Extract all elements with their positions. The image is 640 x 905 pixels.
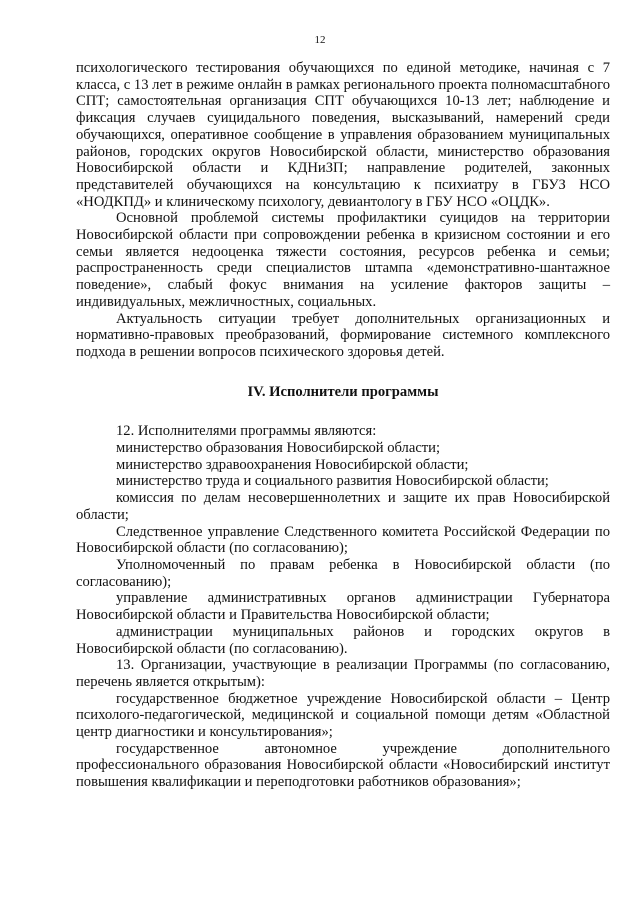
- list-item-municipal-administrations: администрации муниципальных районов и городских округов в Новосибирской области (по согласованию).: [76, 623, 610, 657]
- page-number: 12: [314, 34, 326, 46]
- paragraph-executors-intro: 12. Исполнителями программы являются:: [116, 423, 377, 440]
- list-item-ombudsman: Уполномоченный по правам ребенка в Новосибирской области (по согласованию);: [76, 556, 610, 590]
- list-item-administrative-bodies: управление административных органов администрации Губернатора Новосибирской области и Правительства Новосибирской области;: [76, 590, 610, 624]
- section-heading: IV. Исполнители программы: [247, 383, 439, 400]
- paragraph-organizations-intro: 13. Организации, участвующие в реализации Программы (по согласованию, перечень является открытым):: [76, 657, 610, 690]
- list-item-commission-minors: комиссия по делам несовершеннолетних и защите их прав Новосибирской области;: [76, 490, 610, 523]
- paragraph-main-problem: Основной проблемой системы профилактики суицидов на территории Новосибирской области при сопровождении ребенка в кризисном состоянии и его семьи является недооценка тяжести состояния, ресурсов ребенка и семьи; распространенность среди специалистов штампа «демонстративно-шантажное поведение», слабый фокус внимания на усиление факторов защиты – индивидуальных, межличностных, социальных.: [76, 210, 610, 310]
- list-item-ministry-labor: министерство труда и социального развития Новосибирской области;: [116, 473, 549, 490]
- list-item-ministry-education: министерство образования Новосибирской области;: [116, 440, 441, 457]
- paragraph-relevance: Актуальность ситуации требует дополнительных организационных и нормативно-правовых преобразований, формирование системного комплексного подхода в решении вопросов психического здоровья детей.: [76, 310, 610, 360]
- list-item-investigative-committee: Следственное управление Следственного комитета Российской Федерации по Новосибирской области (по согласованию);: [76, 523, 610, 557]
- list-item-diagnostic-center: государственное бюджетное учреждение Новосибирской области – Центр психолого-педагогической, медицинской и социальной помощи детям «Областной центр диагностики и консультирования»;: [76, 690, 610, 741]
- paragraph-testing: психологического тестирования обучающихся по единой методике, начиная с 7 класса, с 13 лет в режиме онлайн в рамках регионального проекта полномасштабного СПТ; самостоятельная организация СПТ обучающихся 10-13 лет; наблюдение и фиксация случаев суицидального поведения, высказываний, намерений среди обучающихся, оперативное сообщение в управления образованием муниципальных районов, городских округов Новосибирской области, министерство образования Новосибирской области и КДНиЗП; направление родителей, законных представителей обучающихся на консультацию к психиатру в ГБУЗ НСО «НОДКПД» и клиническому психологу, девиантологу в ГБУ НСО «ОЦДК».: [76, 60, 610, 210]
- list-item-ministry-health: министерство здравоохранения Новосибирской области;: [116, 456, 469, 473]
- document-body: [76, 60, 610, 791]
- list-item-qualification-institute: государственное автономное учреждение дополнительного профессионального образования Новосибирской области «Новосибирский институт повышения квалификации и переподготовки работников образования»;: [76, 740, 610, 791]
